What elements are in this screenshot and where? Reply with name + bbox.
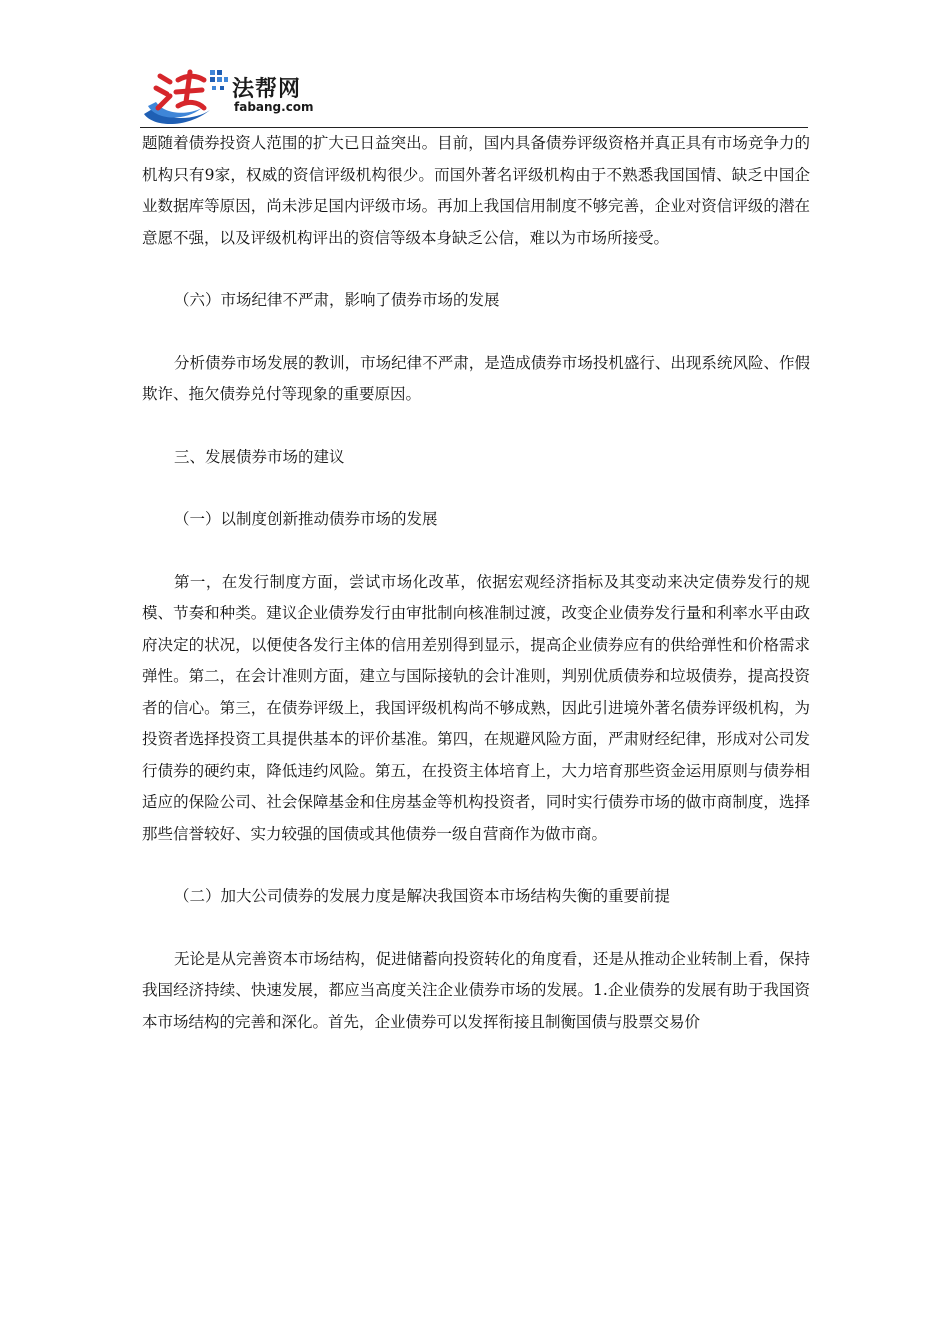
spacer: [142, 317, 810, 348]
spacer: [142, 913, 810, 944]
fabang-logo-icon: [140, 62, 230, 128]
heading-corporate-bonds: （二）加大公司债券的发展力度是解决我国资本市场结构失衡的重要前提: [174, 887, 671, 905]
spacer: [142, 254, 810, 285]
heading-institutional-innovation: （一）以制度创新推动债券市场的发展: [174, 510, 438, 528]
site-name: 法帮网: [232, 77, 302, 102]
spacer: [142, 536, 810, 567]
paragraph-discipline-lessons: 分析债券市场发展的教训，市场纪律不严肃，是造成债券市场投机盛行、出现系统风险、作假欺诈、拖欠债券兑付等现象的重要原因。: [142, 353, 810, 403]
paragraph-rating-issues: 题随着债券投资人范围的扩大已日益突出。目前，国内具备债券评级资格并真正具有市场竞争力的机构只有9家，权威的资信评级机构很少。而国外著名评级机构由于不熟悉我国国情、缺乏中国企业数据库等原因，尚未涉足国内评级市场。再加上我国信用制度不够完善，企业对资信评级的潜在意愿不强，以及评级机构评出的资信等级本身缺乏公信，难以为市场所接受。: [142, 134, 810, 247]
spacer: [142, 411, 810, 442]
site-domain: fabang.com: [234, 100, 314, 114]
paragraph-corporate-bonds: 无论是从完善资本市场结构，促进储蓄向投资转化的角度看，还是从推动企业转制上看，保持我国经济持续、快速发展，都应当高度关注企业债券市场的发展。1.企业债券的发展有助于我国资本市场结构的完善和深化。首先，企业债券可以发挥衔接且制衡国债与股票交易价: [142, 949, 810, 1031]
page-header: [140, 62, 810, 128]
heading-market-discipline: （六）市场纪律不严肃，影响了债券市场的发展: [174, 291, 500, 309]
paragraph-institutional-measures: 第一，在发行制度方面，尝试市场化改革，依据宏观经济指标及其变动来决定债券发行的规模、节奏和种类。建议企业债券发行由审批制向核准制过渡，改变企业债券发行量和利率水平由政府决定的状况，以便使各发行主体的信用差别得到显示，提高企业债券应有的供给弹性和价格需求弹性。第二，在会计准则方面，建立与国际接轨的会计准则，判别优质债券和垃圾债券，提高投资者的信心。第三，在债券评级上，我国评级机构尚不够成熟，因此引进境外著名债券评级机构，为投资者选择投资工具提供基本的评价基准。第四，在规避风险方面，严肃财经纪律，形成对公司发行债券的硬约束，降低违约风险。第五，在投资主体培育上，大力培育那些资金运用原则与债券相适应的保险公司、社会保障基金和住房基金等机构投资者，同时实行债券市场的做市商制度，选择那些信誉较好、实力较强的国债或其他债券一级自营商作为做市商。: [142, 572, 810, 843]
spacer: [142, 473, 810, 504]
document-body: [142, 128, 810, 1038]
spacer: [142, 850, 810, 881]
heading-section-three: 三、发展债券市场的建议: [174, 447, 345, 466]
